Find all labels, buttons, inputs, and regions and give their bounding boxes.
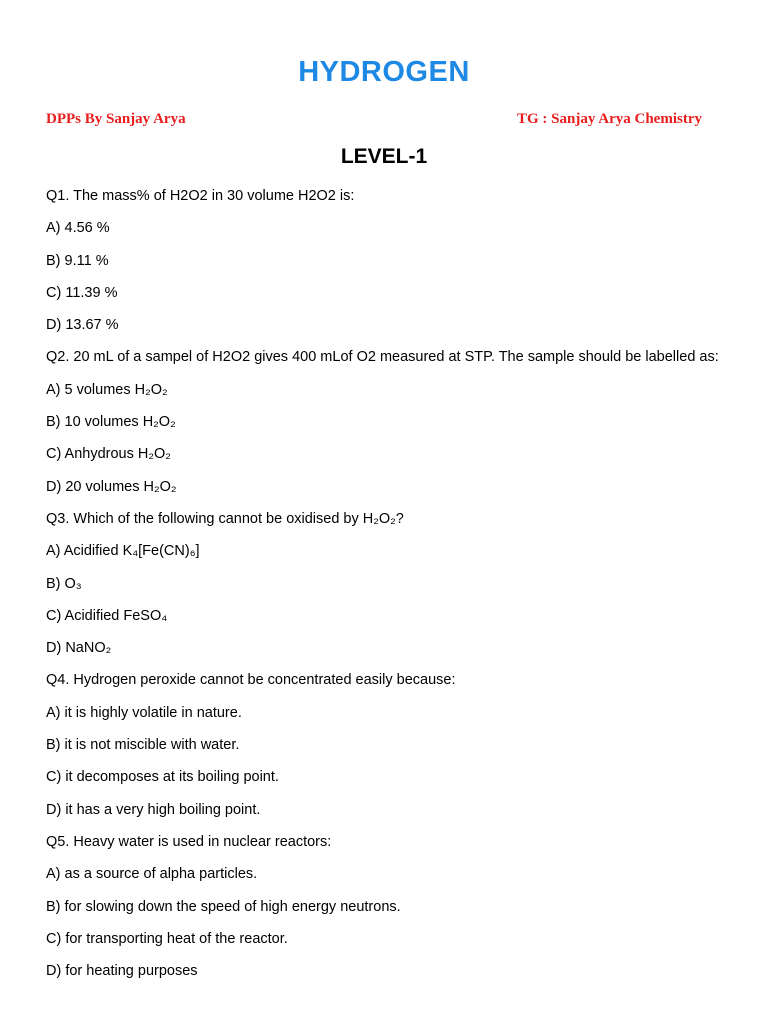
question-block (46, 347, 736, 508)
option-item: D) it has a very high boiling point. (46, 801, 261, 818)
option-item: C) Acidified FeSO₄ (46, 607, 168, 624)
question-text: Q5. Heavy water is used in nuclear reactors: (46, 833, 332, 850)
question-text: Q1. The mass% of H2O2 in 30 volume H2O2 is: (46, 188, 355, 204)
question-block (46, 832, 736, 993)
page-title: HYDROGEN (298, 56, 470, 88)
option-item: B) for slowing down the speed of high energy neutrons. (46, 898, 401, 915)
option-item: A) 5 volumes H₂O₂ (46, 381, 168, 398)
option-item: C) for transporting heat of the reactor. (46, 930, 288, 947)
telegram-channel: TG : Sanjay Arya Chemistry (517, 111, 702, 127)
option-item: A) 4.56 % (46, 220, 110, 237)
option-item: D) for heating purposes (46, 963, 198, 980)
option-item: C) 11.39 % (46, 284, 118, 301)
question-text: Q4. Hydrogen peroxide cannot be concentrated easily because: (46, 672, 456, 689)
option-item: B) O₃ (46, 575, 82, 592)
option-item: D) 13.67 % (46, 317, 119, 334)
option-item: A) Acidified K₄[Fe(CN)₆] (46, 543, 200, 560)
option-item: A) as a source of alpha particles. (46, 866, 258, 883)
level-heading: LEVEL-1 (340, 145, 428, 168)
option-item: C) Anhydrous H₂O₂ (46, 446, 171, 463)
option-item: B) 9.11 % (46, 252, 109, 269)
option-item: B) it is not miscible with water. (46, 737, 240, 754)
option-item: D) 20 volumes H₂O₂ (46, 478, 177, 495)
author-credit: DPPs By Sanjay Arya (46, 111, 186, 127)
question-text: Q2. 20 mL of a sampel of H2O2 gives 400 mLof O2 measured at STP. The sample should be labelled as: (46, 349, 719, 366)
option-item: C) it decomposes at its boiling point. (46, 769, 279, 786)
question-text: Q3. Which of the following cannot be oxidised by H₂O₂? (46, 510, 404, 527)
question-block (46, 186, 736, 347)
option-item: B) 10 volumes H₂O₂ (46, 414, 176, 431)
option-item: A) it is highly volatile in nature. (46, 704, 242, 721)
question-block (46, 509, 736, 670)
question-list (46, 186, 736, 993)
question-block (46, 670, 736, 831)
option-item: D) NaNO₂ (46, 640, 112, 657)
